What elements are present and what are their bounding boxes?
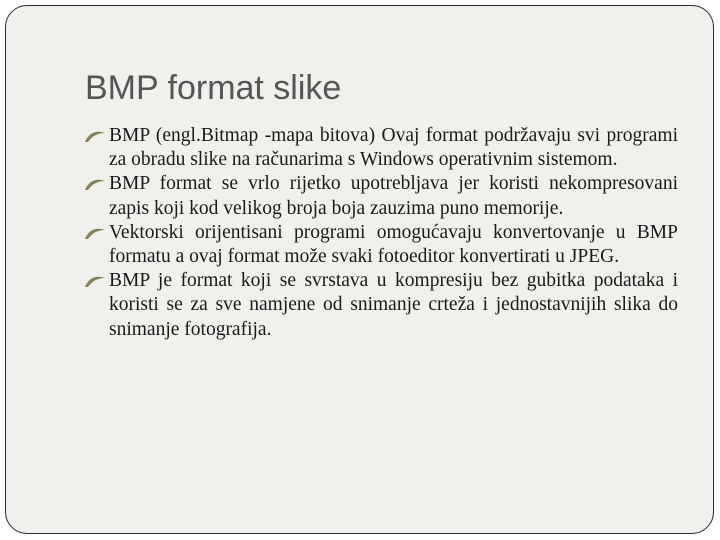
leaf-swoosh-icon	[84, 227, 106, 240]
slide-frame	[5, 5, 714, 534]
bullet-text: Vektorski orijentisani programi omogućavaju konvertovanje u BMP formatu a ovaj format može svaki fotoeditor konvertirati u JPEG.	[109, 221, 678, 268]
bullet-text: BMP je format koji se svrstava u kompresiju bez gubitka podataka i koristi se za sve namjene od snimanje crteža i jednostavnijih slika do snimanje fotografija.	[109, 270, 678, 340]
bullet-item	[84, 124, 678, 172]
leaf-swoosh-icon	[84, 130, 106, 143]
bullet-text: BMP (engl.Bitmap -mapa bitova) Ovaj format podržavaju svi programi za obradu slike na računarima s Windows operativnim sistemom.	[109, 125, 678, 171]
leaf-swoosh-icon	[84, 178, 106, 191]
leaf-swoosh-icon	[84, 275, 106, 288]
slide-title: BMP format slike	[85, 69, 342, 107]
bullet-list	[84, 124, 678, 342]
bullet-item	[84, 221, 678, 269]
bullet-item	[84, 172, 678, 220]
bullet-text: BMP format se vrlo rijetko upotrebljava jer koristi nekompresovani zapis koji kod velikog broja boja zauzima puno memorije.	[109, 173, 678, 219]
bullet-item	[84, 269, 678, 342]
